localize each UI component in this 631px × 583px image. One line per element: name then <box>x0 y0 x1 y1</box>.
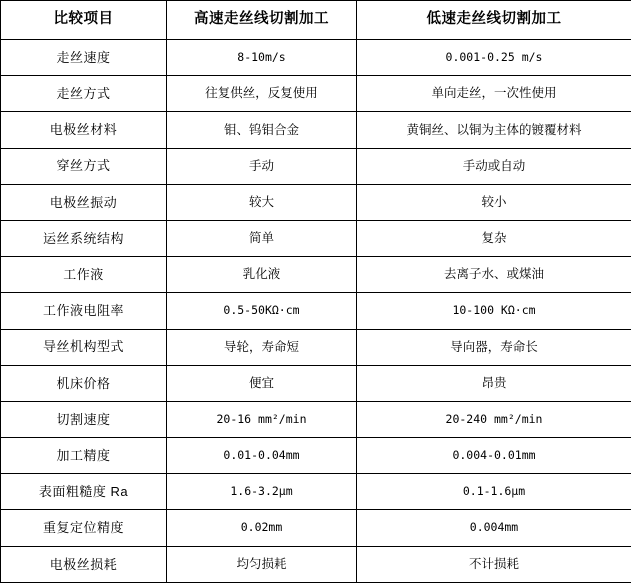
row-value-high: 20-16 mm²/min <box>167 401 357 437</box>
row-label: 运丝系统结构 <box>1 220 167 256</box>
table-row <box>1 257 631 293</box>
table-row <box>1 76 631 112</box>
row-label: 切割速度 <box>1 401 167 437</box>
row-value-high: 乳化液 <box>167 257 357 293</box>
header-cell-high-speed: 高速走丝线切割加工 <box>167 1 357 40</box>
row-value-low: 0.001-0.25 m/s <box>357 40 631 76</box>
row-value-low: 黄铜丝、以铜为主体的镀覆材料 <box>357 112 631 148</box>
row-value-high: 0.5-50KΩ·cm <box>167 293 357 329</box>
row-value-low: 20-240 mm²/min <box>357 401 631 437</box>
row-label: 加工精度 <box>1 438 167 474</box>
row-value-low: 0.004mm <box>357 510 631 546</box>
table-row <box>1 40 631 76</box>
table-header-row <box>1 1 631 40</box>
row-value-high: 均匀损耗 <box>167 546 357 582</box>
table-row <box>1 438 631 474</box>
table-body <box>1 1 631 583</box>
row-label: 重复定位精度 <box>1 510 167 546</box>
table-row <box>1 510 631 546</box>
row-label: 电极丝材料 <box>1 112 167 148</box>
row-label: 导丝机构型式 <box>1 329 167 365</box>
table-row <box>1 112 631 148</box>
table-row <box>1 293 631 329</box>
row-label: 机床价格 <box>1 365 167 401</box>
row-value-low: 0.004-0.01mm <box>357 438 631 474</box>
table-row <box>1 546 631 582</box>
table-row <box>1 365 631 401</box>
row-label: 工作液电阻率 <box>1 293 167 329</box>
row-value-high: 导轮，寿命短 <box>167 329 357 365</box>
row-label: 工作液 <box>1 257 167 293</box>
row-label: 电极丝损耗 <box>1 546 167 582</box>
row-value-high: 钼、钨钼合金 <box>167 112 357 148</box>
row-value-low: 昂贵 <box>357 365 631 401</box>
row-label: 走丝方式 <box>1 76 167 112</box>
table-row <box>1 329 631 365</box>
table-row <box>1 401 631 437</box>
table-row <box>1 184 631 220</box>
row-label: 穿丝方式 <box>1 148 167 184</box>
row-label: 表面粗糙度 Ra <box>1 474 167 510</box>
row-value-high: 1.6-3.2μm <box>167 474 357 510</box>
row-value-high: 便宜 <box>167 365 357 401</box>
table-row <box>1 474 631 510</box>
table-row <box>1 148 631 184</box>
row-value-high: 8-10m/s <box>167 40 357 76</box>
row-value-low: 去离子水、或煤油 <box>357 257 631 293</box>
row-value-low: 单向走丝，一次性使用 <box>357 76 631 112</box>
row-value-low: 导向器，寿命长 <box>357 329 631 365</box>
row-value-high: 0.01-0.04mm <box>167 438 357 474</box>
table-row <box>1 220 631 256</box>
row-value-low: 0.1-1.6μm <box>357 474 631 510</box>
header-cell-item: 比较项目 <box>1 1 167 40</box>
row-value-high: 简单 <box>167 220 357 256</box>
row-value-high: 手动 <box>167 148 357 184</box>
row-value-low: 10-100 KΩ·cm <box>357 293 631 329</box>
row-value-low: 手动或自动 <box>357 148 631 184</box>
row-value-high: 往复供丝，反复使用 <box>167 76 357 112</box>
header-cell-low-speed: 低速走丝线切割加工 <box>357 1 631 40</box>
row-label: 电极丝振动 <box>1 184 167 220</box>
row-label: 走丝速度 <box>1 40 167 76</box>
row-value-high: 0.02mm <box>167 510 357 546</box>
row-value-low: 不计损耗 <box>357 546 631 582</box>
row-value-low: 复杂 <box>357 220 631 256</box>
row-value-low: 较小 <box>357 184 631 220</box>
row-value-high: 较大 <box>167 184 357 220</box>
